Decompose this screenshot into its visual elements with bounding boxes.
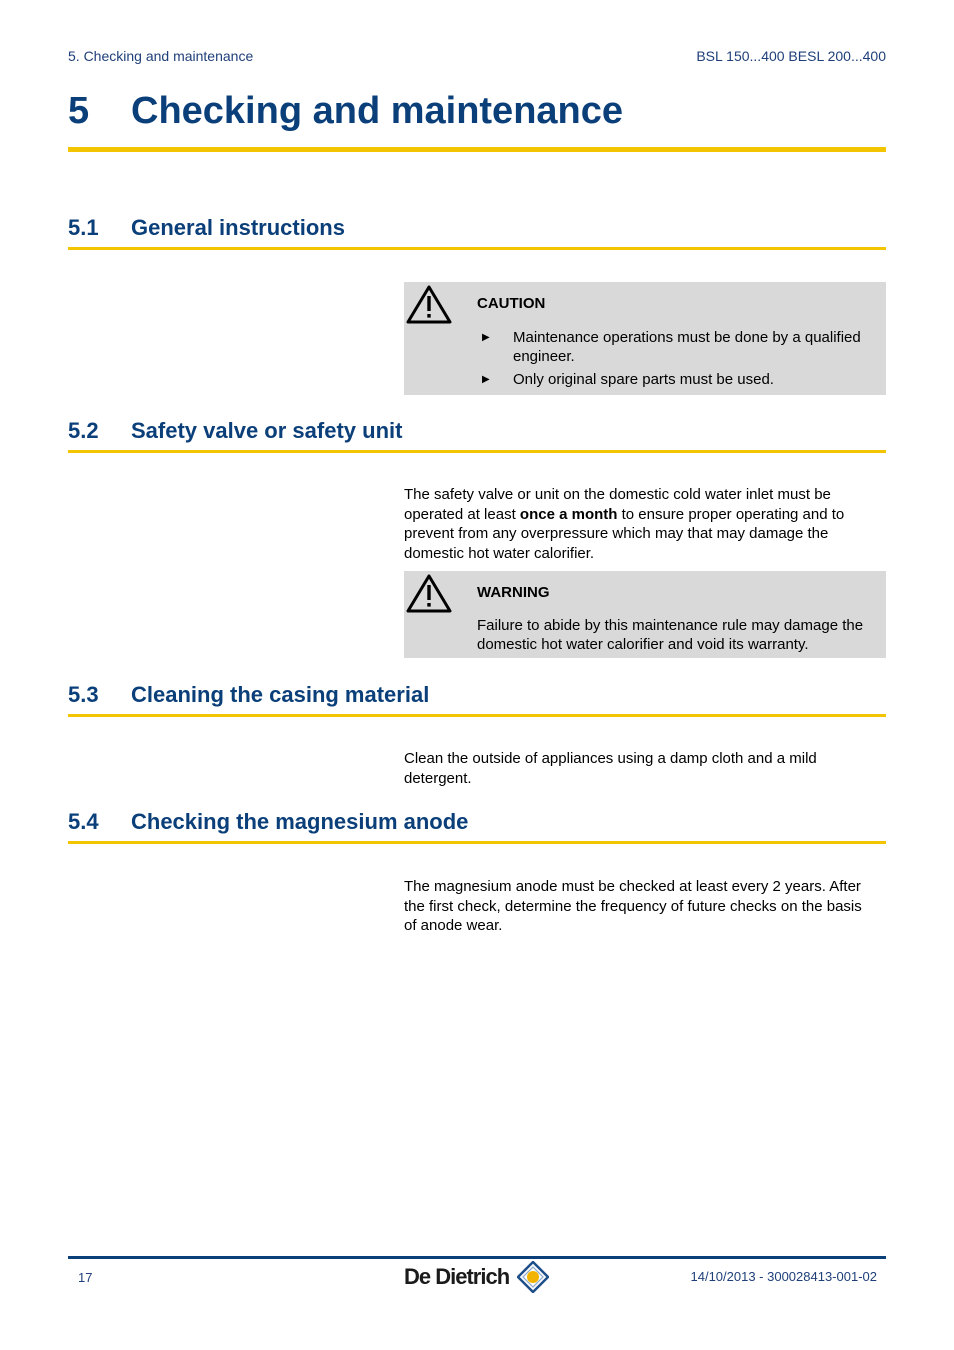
running-header-right: BSL 150...400 BESL 200...400	[696, 48, 886, 64]
paragraph-line: of anode wear.	[404, 917, 503, 935]
warning-triangle-icon	[406, 284, 452, 324]
paragraph-line: The magnesium anode must be checked at least every 2 years. After	[404, 878, 861, 895]
section-title: Cleaning the casing material	[131, 682, 430, 707]
document-reference: 14/10/2013 - 300028413-001-02	[690, 1269, 877, 1284]
warning-box	[404, 571, 886, 658]
caution-item	[513, 370, 885, 389]
paragraph-line: the first check, determine the frequency of future checks on the basis	[404, 897, 862, 915]
cleaning-paragraph	[404, 749, 886, 788]
text-run: operated at least	[404, 505, 520, 523]
paragraph-line: The safety valve or unit on the domestic cold water inlet must be	[404, 486, 831, 503]
chapter-title: Checking and maintenance	[131, 90, 624, 132]
section-title: Safety valve or safety unit	[131, 418, 403, 443]
section-title: General instructions	[131, 215, 345, 240]
caution-title: CAUTION	[477, 295, 546, 312]
text-run: to ensure proper operating and to	[617, 505, 845, 523]
emphasis-once-a-month: once a month	[519, 505, 618, 523]
section-number: 5.3	[68, 682, 99, 707]
warning-triangle-icon	[406, 573, 452, 613]
paragraph-line: prevent from any overpressure which may that may damage the	[404, 525, 829, 543]
page-number: 17	[78, 1270, 93, 1285]
running-header-left: 5. Checking and maintenance	[68, 48, 254, 64]
caution-item-line: engineer.	[513, 348, 575, 365]
section-heading-5-2	[68, 418, 886, 453]
caution-item-line: Maintenance operations must be done by a qualified	[513, 329, 861, 346]
section-number: 5.1	[68, 215, 99, 240]
anode-paragraph	[404, 877, 886, 936]
paragraph-line: detergent.	[404, 769, 472, 787]
warning-text	[477, 616, 885, 654]
chapter-heading	[68, 90, 886, 152]
section-heading-5-3	[68, 682, 886, 717]
paragraph-line: domestic hot water calorifier.	[404, 544, 595, 562]
section-title: Checking the magnesium anode	[131, 809, 469, 834]
safety-valve-paragraph	[404, 485, 886, 563]
section-heading-5-4	[68, 809, 886, 844]
section-number: 5.4	[68, 809, 99, 834]
warning-title: WARNING	[477, 584, 550, 601]
bullet-arrow-icon: ▶	[482, 374, 490, 385]
warning-line: Failure to abide by this maintenance rule may damage the	[477, 617, 864, 634]
bullet-arrow-icon: ▶	[482, 332, 490, 343]
paragraph-line: Clean the outside of appliances using a damp cloth and a mild	[404, 750, 817, 767]
caution-item	[513, 328, 885, 366]
section-heading-5-1	[68, 215, 886, 250]
diamond-logo-icon	[517, 1261, 549, 1293]
chapter-number: 5	[68, 90, 90, 132]
brand-logo	[404, 1261, 554, 1295]
warning-line: domestic hot water calorifier and void its warranty.	[477, 636, 809, 653]
paragraph-line	[404, 505, 886, 525]
caution-item-line: Only original spare parts must be used.	[513, 371, 774, 388]
footer-rule	[68, 1256, 886, 1259]
brand-wordmark: De Dietrich	[404, 1264, 510, 1289]
section-number: 5.2	[68, 418, 99, 443]
caution-box	[404, 282, 886, 395]
